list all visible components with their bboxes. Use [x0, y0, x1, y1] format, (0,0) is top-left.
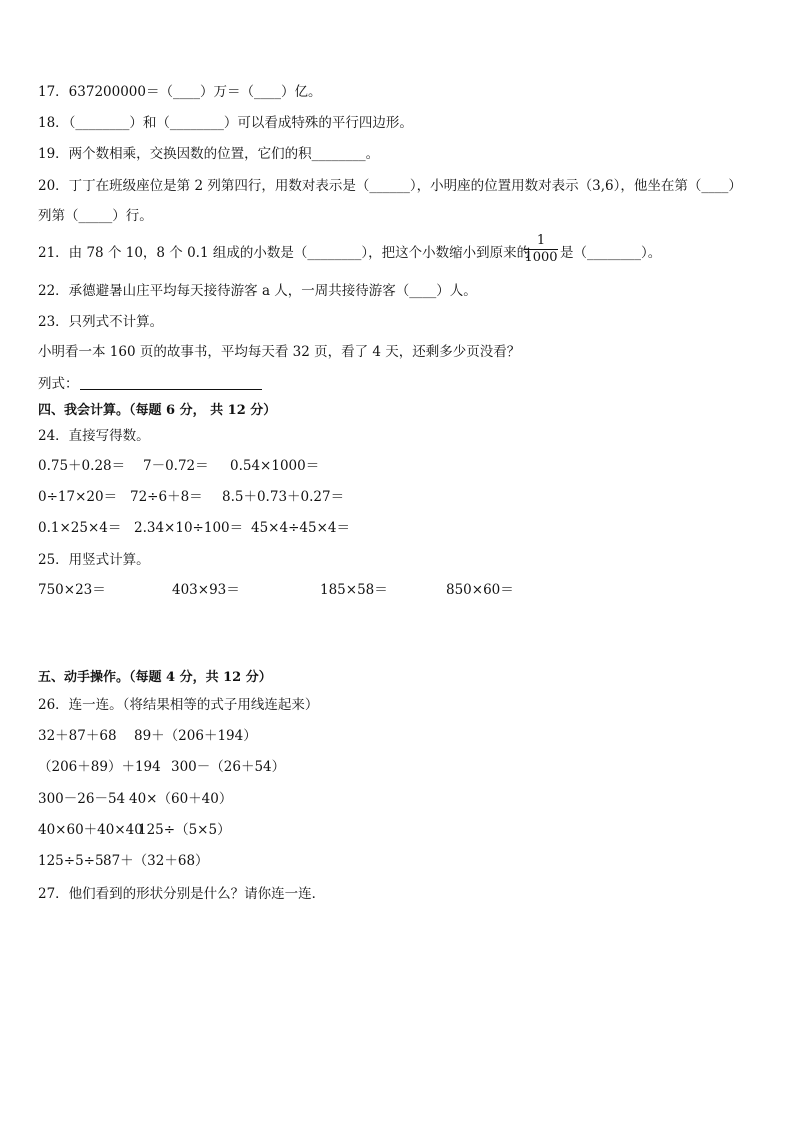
calc-r2-c2: 72÷6＋8＝: [130, 489, 203, 505]
match-right-1: 89＋（206＋194）: [134, 728, 257, 744]
answer-line: [80, 389, 262, 390]
section-5-title: 五、动手操作。（每题 4 分，共 12 分）: [38, 670, 272, 685]
question-20-line-2: 列第（_____）行。: [38, 208, 153, 224]
match-left-4: 40×60＋40×40: [38, 822, 143, 838]
fraction-one-thousandth: [524, 234, 558, 265]
question-22: 22．承德避暑山庄平均每天接待游客 a 人，一周共接待游客（____）人。: [38, 283, 477, 299]
fraction-denominator: 1000: [524, 250, 558, 265]
vertical-calc-4: 850×60＝: [446, 582, 514, 598]
vertical-calc-1: 750×23＝: [38, 582, 106, 598]
fraction-numerator: 1: [536, 233, 546, 248]
section-4-title: 四、我会计算。（每题 6 分， 共 12 分）: [38, 403, 277, 418]
match-left-5: 125÷5÷5: [38, 853, 104, 869]
calc-r3-c3: 45×4÷45×4＝: [251, 520, 350, 536]
question-25: 25．用竖式计算。: [38, 552, 150, 568]
match-right-2: 300－（26＋54）: [171, 759, 286, 775]
vertical-calc-2: 403×93＝: [172, 582, 240, 598]
match-left-3: 300－26－54: [38, 791, 126, 807]
question-23-problem: 小明看一本 160 页的故事书，平均每天看 32 页，看了 4 天，还剩多少页没看？: [38, 344, 521, 360]
question-17: 17．637200000＝（____）万＝（____）亿。: [38, 84, 322, 100]
calc-r2-c3: 8.5＋0.73＋0.27＝: [222, 489, 345, 505]
calc-r1-c2: 7－0.72＝: [143, 458, 209, 474]
vertical-calc-3: 185×58＝: [320, 582, 388, 598]
question-26: 26．连一连。（将结果相等的式子用线连起来）: [38, 697, 319, 713]
question-19: 19．两个数相乘，交换因数的位置，它们的积________。: [38, 146, 380, 162]
question-21-text: 21．由 78 个 10，8 个 0.1 组成的小数是（________），把这个小数缩小到原来的: [38, 245, 531, 261]
calc-r3-c1: 0.1×25×4＝: [38, 520, 122, 536]
question-21-answer: 是（________）。: [560, 245, 662, 261]
question-24: 24．直接写得数。: [38, 428, 150, 444]
question-23-label: 列式：: [38, 376, 79, 392]
question-18: 18．（________）和（________）可以看成特殊的平行四边形。: [38, 115, 413, 131]
calc-r3-c2: 2.34×10÷100＝: [134, 520, 244, 536]
match-left-2: （206＋89）＋194: [38, 759, 161, 775]
question-27: 27．他们看到的形状分别是什么？请你连一连．: [38, 886, 326, 902]
calc-r1-c1: 0.75＋0.28＝: [38, 458, 126, 474]
question-23: 23．只列式不计算。: [38, 314, 164, 330]
match-right-3: 40×（60＋40）: [129, 791, 233, 807]
calc-r1-c3: 0.54×1000＝: [230, 458, 320, 474]
match-right-5: 87＋（32＋68）: [103, 853, 209, 869]
match-left-1: 32＋87＋68: [38, 728, 117, 744]
match-right-4: 125÷（5×5）: [138, 822, 231, 838]
question-20-line-1: 20．丁丁在班级座位是第 2 列第四行，用数对表示是（______），小明座的位置用数对表示（3,6），他坐在第（____）: [38, 178, 742, 194]
calc-r2-c1: 0÷17×20＝: [38, 489, 118, 505]
